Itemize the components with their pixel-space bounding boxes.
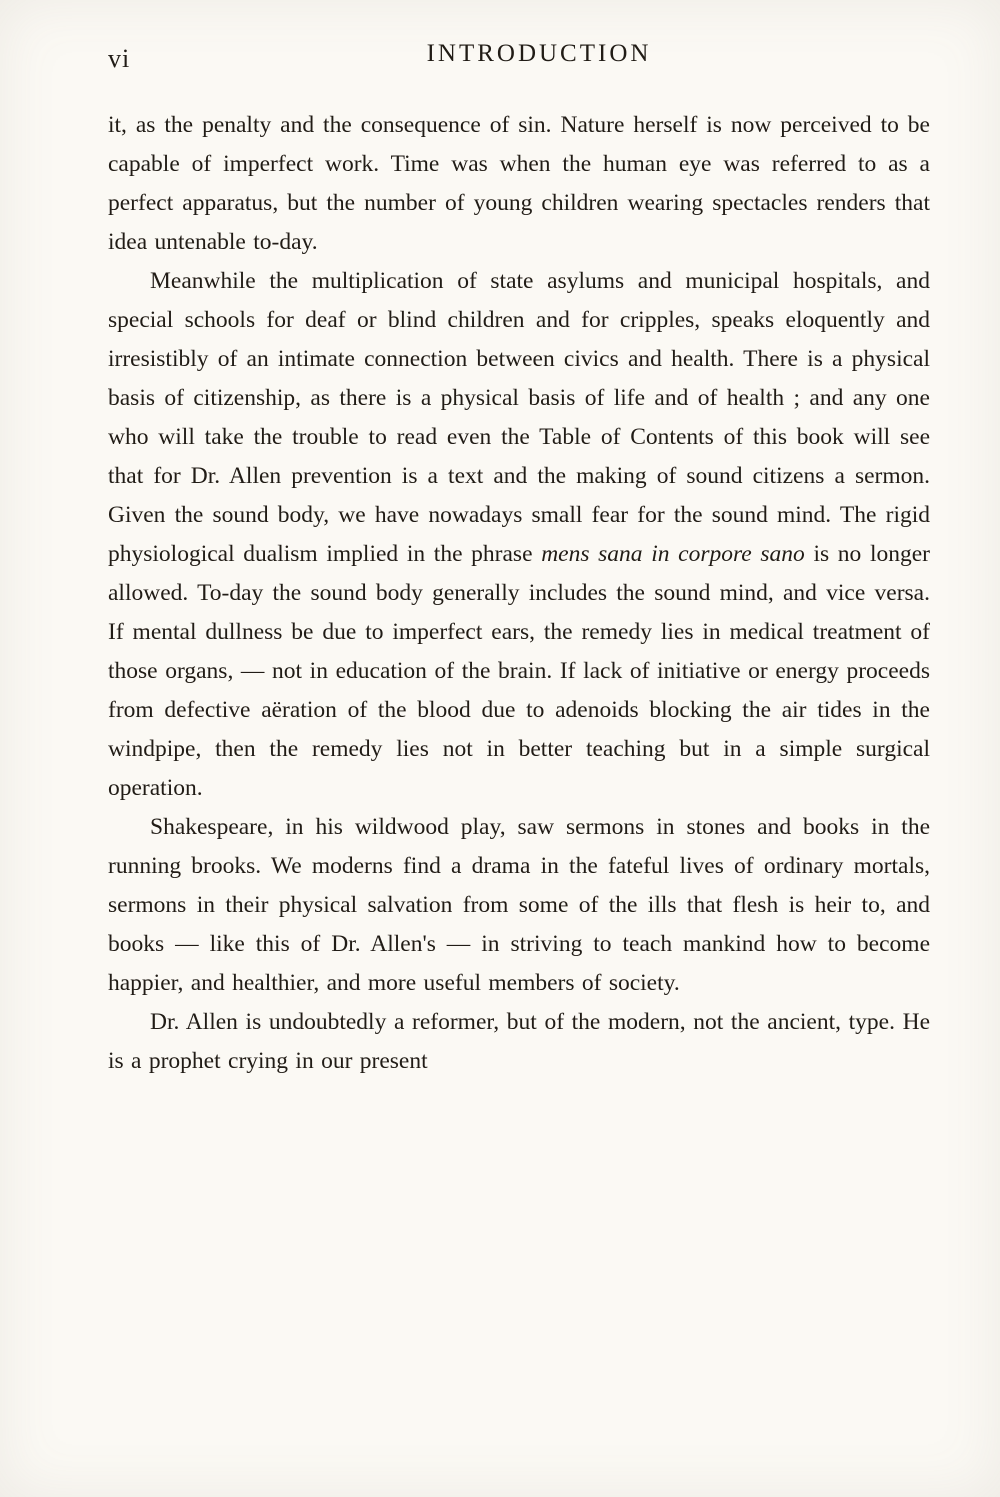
page-body — [108, 106, 930, 1081]
page-header — [108, 40, 930, 84]
italic-phrase: mens sana in corpore sano — [541, 541, 805, 567]
text-segment: Shakespeare, in his wildwood play, saw sermons in stones and books in the running brooks. We moderns find a drama in the fateful lives of ordinary mortals, sermons in their physical salvation from some of the ills that flesh is heir to, and books — like this of Dr. Allen's — in striving to teach mankind how to become happier, and healthier, and more useful members of society. — [108, 814, 930, 996]
running-title: INTRODUCTION — [426, 40, 652, 67]
paragraph — [108, 808, 930, 1003]
text-segment: Dr. Allen is undoubtedly a reformer, but of the modern, not the ancient, type. He is a prophet crying in our present — [108, 1009, 930, 1074]
paragraph — [108, 1003, 930, 1081]
paragraph — [108, 262, 930, 808]
page-number: vi — [108, 44, 131, 73]
paragraph — [108, 106, 930, 262]
text-segment: it, as the penalty and the consequence of sin. Nature herself is now perceived to be capable of imperfect work. Time was when the human eye was referred to as a perfect apparatus, but the number of young children wearing spectacles renders that idea untenable to-day. — [108, 112, 930, 255]
text-segment: is no longer allowed. To-day the sound body generally includes the sound mind, and vice versa. If mental dullness be due to imperfect ears, the remedy lies in medical treatment of those organs, — not in education of the brain. If lack of initiative or energy proceeds from defective aëration of the blood due to adenoids blocking the air tides in the windpipe, then the remedy lies not in better teaching but in a simple surgical operation. — [108, 541, 931, 801]
text-segment: Meanwhile the multiplication of state asylums and municipal hospitals, and special schools for deaf or blind children and for cripples, speaks eloquently and irresistibly of an intimate connection between civics and health. There is a physical basis of citizenship, as there is a physical basis of life and of health ; and any one who will take the trouble to read even the Table of Contents of this book will see that for Dr. Allen prevention is a text and the making of sound citizens a sermon. Given the sound body, we have nowadays small fear for the sound mind. The rigid physiological dualism implied in the phrase — [108, 268, 930, 567]
